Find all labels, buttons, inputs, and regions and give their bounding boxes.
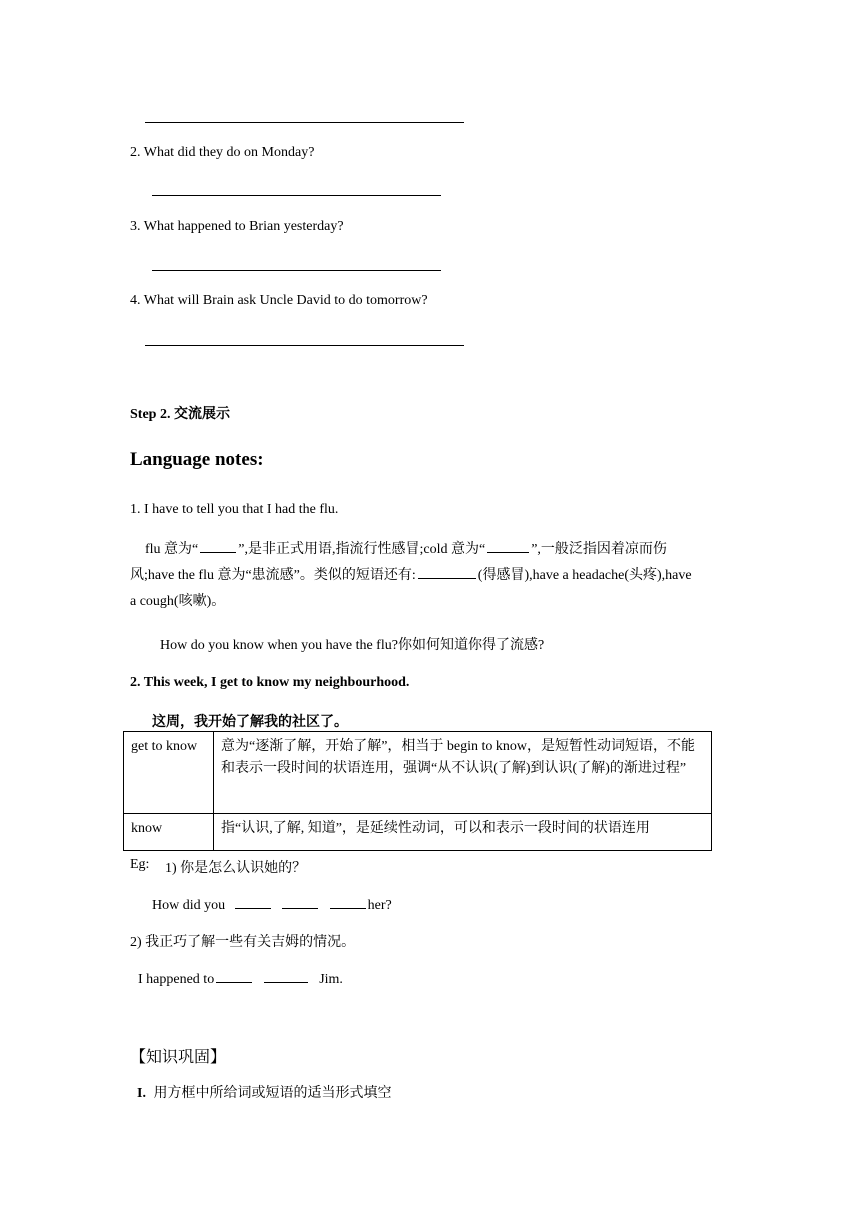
blank[interactable] xyxy=(282,894,318,909)
table-row xyxy=(124,732,712,814)
blank[interactable] xyxy=(216,968,252,983)
step-2-heading: Step 2. 交流展示 xyxy=(130,407,230,422)
example-2-chinese: 2) 我正巧了解一些有关吉姆的情况。 xyxy=(130,935,356,950)
question-2: 2. What did they do on Monday? xyxy=(130,145,315,160)
blank[interactable] xyxy=(235,894,271,909)
exercise-1: I. 用方框中所给词或短语的适当形式填空 xyxy=(137,1086,392,1101)
example-1-chinese: 1) 你是怎么认识她的？ xyxy=(165,861,307,876)
consolidation-title: 【知识巩固】 xyxy=(130,1047,227,1066)
answer-line xyxy=(145,122,464,123)
note-2-sentence: 2. This week, I get to know my neighbourhood. xyxy=(130,675,410,690)
answer-line xyxy=(152,270,441,271)
note-1-example: How do you know when you have the flu?你如何知道你得了流感? xyxy=(160,638,545,653)
blank[interactable] xyxy=(264,968,308,983)
note-1-line-2: 风;have the flu 意为“患流感”。类似的短语还有: (得感冒),have a headache(头疼),have xyxy=(130,563,732,589)
answer-line xyxy=(152,195,441,196)
blank[interactable] xyxy=(200,538,236,553)
language-notes-title: Language notes: xyxy=(130,449,264,470)
question-4: 4. What will Brain ask Uncle David to do tomorrow? xyxy=(130,293,428,308)
note-2-translation: 这周，我开始了解我的社区了。 xyxy=(152,715,348,730)
eg-label: Eg: xyxy=(130,857,150,872)
example-2-english: I happened to Jim. xyxy=(138,968,343,988)
table-term: know xyxy=(124,814,214,851)
note-1-explanation xyxy=(130,537,732,615)
note-1-line-1: flu 意为“ ”,是非正式用语,指流行性感冒;cold 意为“ ”,一般泛指因着凉而伤 xyxy=(130,537,732,563)
table-desc: 意为“逐渐了解，开始了解”，相当于 begin to know，是短暂性动词短语，不能和表示一段时间的状语连用，强调“从不认识(了解)到认识(了解)的渐进过程” xyxy=(214,732,712,814)
example-1-english: How did you her? xyxy=(152,894,392,914)
note-1-sentence: 1. I have to tell you that I had the flu. xyxy=(130,502,339,517)
table-desc: 指“认识,了解, 知道”，是延续性动词，可以和表示一段时间的状语连用 xyxy=(214,814,712,851)
blank[interactable] xyxy=(330,894,366,909)
blank[interactable] xyxy=(418,564,476,579)
question-3: 3. What happened to Brian yesterday? xyxy=(130,219,344,234)
table-term: get to know xyxy=(124,732,214,814)
answer-line xyxy=(145,345,464,346)
table-row xyxy=(124,814,712,851)
comparison-table xyxy=(123,731,712,851)
blank[interactable] xyxy=(487,538,529,553)
note-1-line-3: a cough(咳嗽)。 xyxy=(130,594,226,609)
